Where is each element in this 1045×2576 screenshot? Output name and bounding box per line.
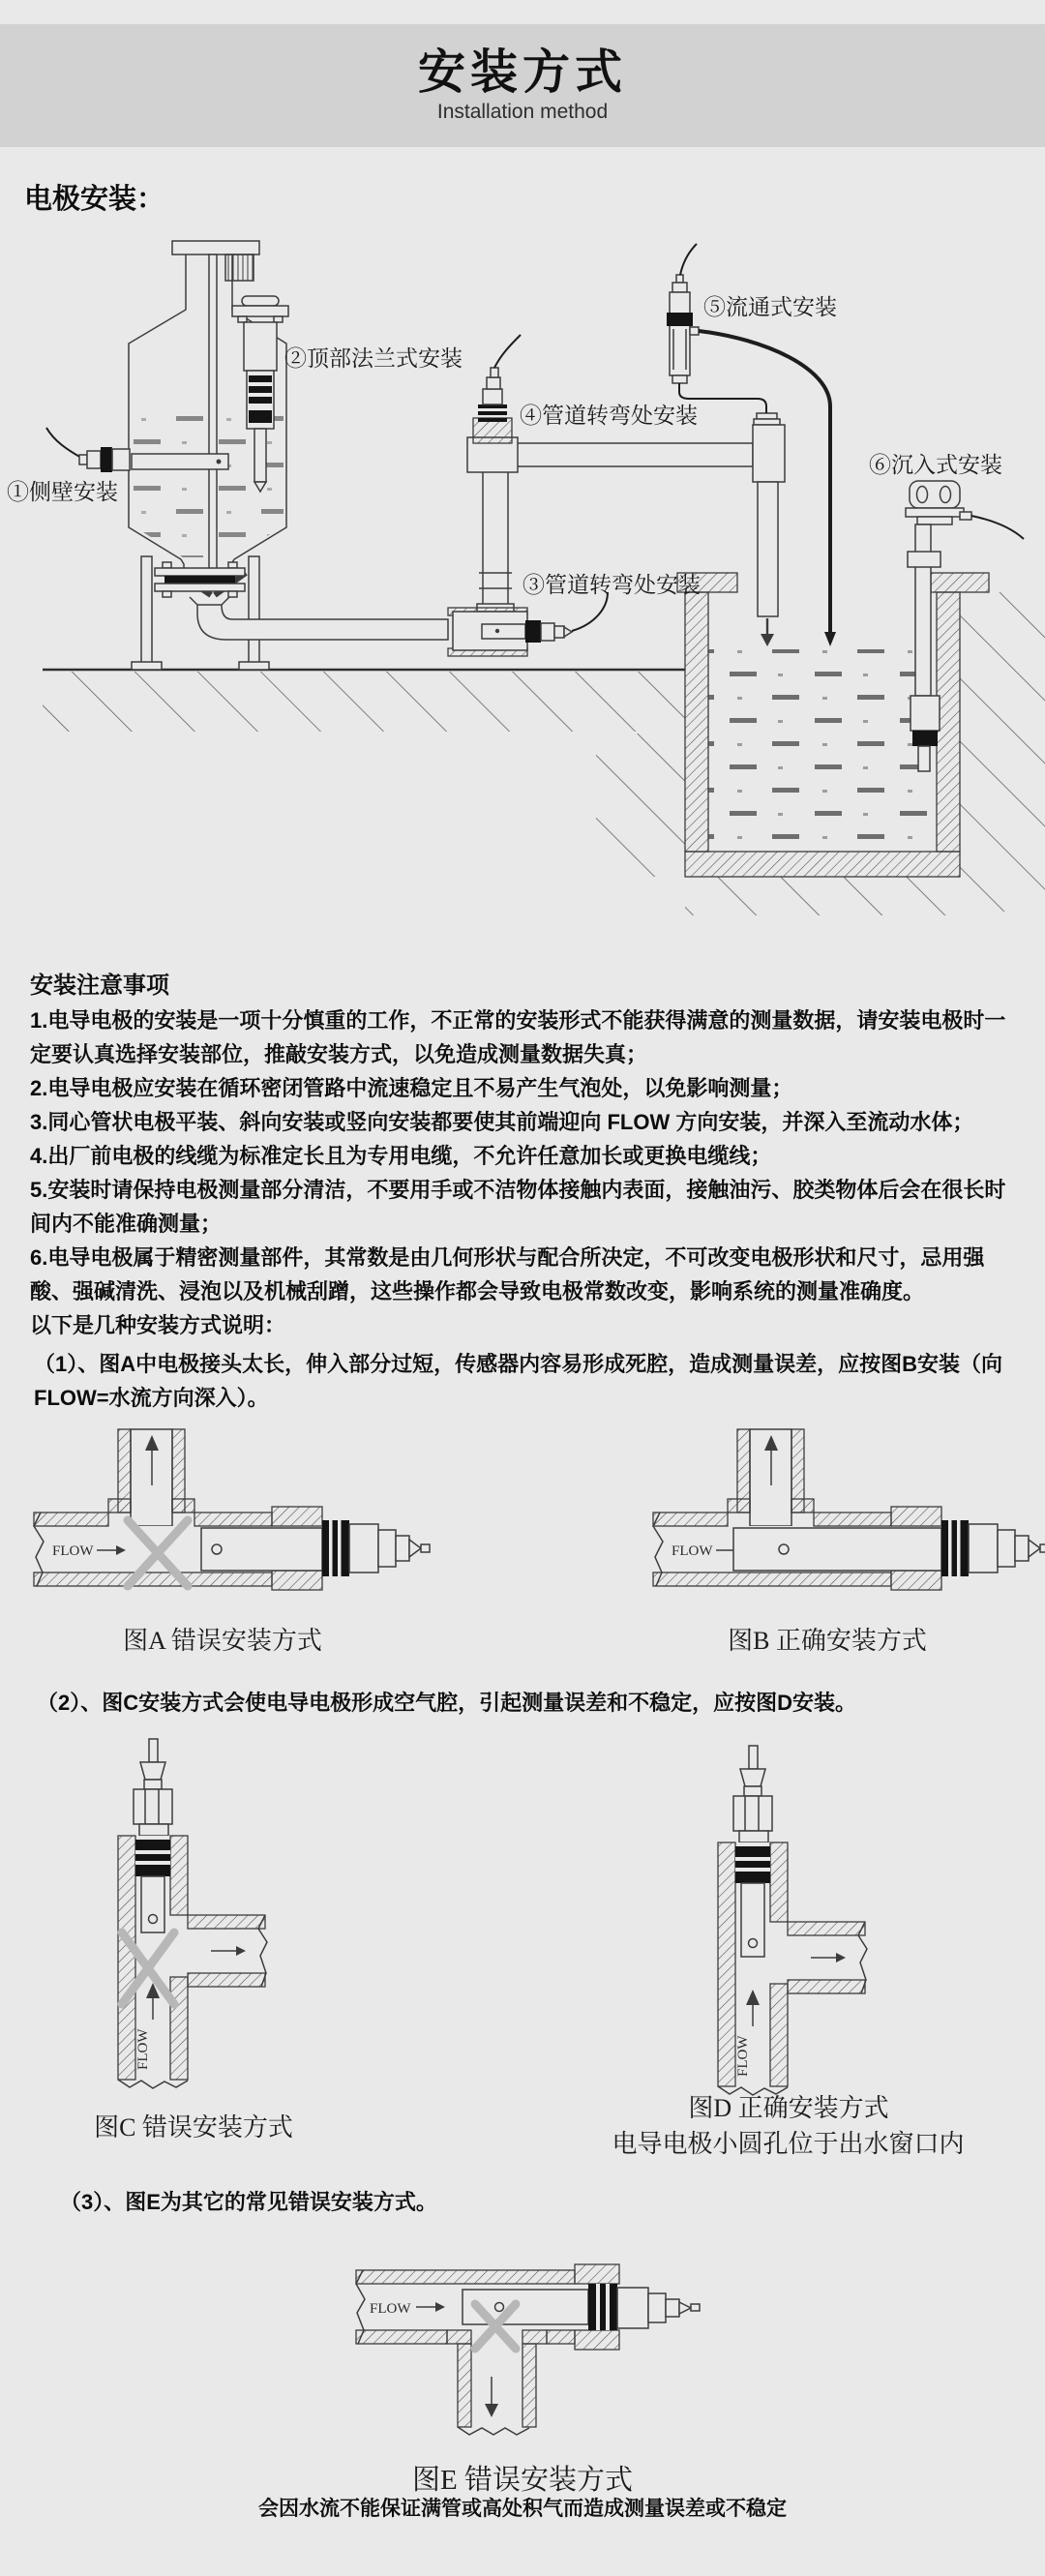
flow-label: FLOW: [672, 1543, 713, 1559]
pool-wall-left: [685, 592, 708, 852]
figure-d-caption: 图D 正确安装方式: [688, 2094, 889, 2122]
outlet-pipe-elbow: [197, 605, 448, 640]
electrode-cable: [572, 592, 608, 631]
figure-a-caption: 图A 错误安装方式: [123, 1627, 322, 1655]
figure-d-caption-2: 电导电极小圆孔位于出水窗口内: [612, 2130, 965, 2158]
electrode-cable: [494, 335, 521, 368]
cell-cable-top: [680, 244, 697, 275]
label-flow-through: ⑤流通式安装: [703, 294, 837, 319]
figure-b-drawing: [639, 1427, 1045, 1616]
discharge-pipe: [758, 482, 778, 616]
note-item: 6.电导电极属于精密测量部件，其常数是由几何形状与配合所决定，不可改变电极形状和尺寸，忌用强酸、强碱清洗、浸泡以及机械刮蹭，这些操作都会导致电极常数改变，影响系统的测量准确度。: [30, 1245, 985, 1303]
vertical-pipe: [483, 468, 508, 612]
top-flange-plate: [232, 306, 288, 316]
paragraph-3: （3）、图E为其它的常见错误安装方式。: [60, 2190, 437, 2214]
note-item: 2.电导电极应安装在循环密闭管路中流速稳定且不易产生气泡处，以免影响测量；: [30, 1076, 793, 1100]
tee-5-body: [753, 425, 785, 482]
electrode-pipe-bend-top: [473, 335, 521, 443]
flow-arrow-down: [761, 634, 774, 646]
immersion-pole: [915, 524, 931, 696]
notes-intro: 以下是几种安装方式说明：: [30, 1313, 286, 1337]
figure-e-drawing: [339, 2255, 755, 2448]
label-top-flange: ②顶部法兰式安装: [284, 345, 463, 371]
flow-label: FLOW: [370, 2301, 411, 2317]
label-side-wall: ①侧壁安装: [7, 479, 118, 504]
electrode-cable: [46, 428, 81, 458]
section-label: 电极安装：: [24, 184, 165, 215]
tank-leg: [141, 556, 152, 664]
pipe-network: [448, 413, 785, 656]
figure-c-drawing: [89, 1735, 273, 2098]
stirrer-shaft: [209, 255, 217, 584]
hex-nut: [134, 1789, 172, 1824]
notes-heading: 安装注意事项: [30, 973, 169, 999]
ground-hatch-band: [43, 672, 685, 732]
label-pipe-bend-3: ③管道转弯处安装: [522, 572, 701, 597]
page-subtitle: Installation method: [436, 101, 609, 123]
electrode-tube: [741, 1883, 764, 1957]
pipe-wall: [34, 1513, 108, 1526]
pipe-wall: [118, 1836, 135, 2080]
pipe-break: [458, 2427, 529, 2435]
note-item: 3.同心管状电极平装、斜向安装或竖向安装都要使其前端迎向 FLOW 方向安装，并深入至流动水体；: [30, 1110, 974, 1134]
pool-floor: [685, 852, 960, 877]
installation-notes: [30, 969, 1011, 1342]
ground-below-pool: [685, 877, 960, 915]
figure-e-caption-2: 会因水流不能保证满管或高处积气而造成测量误差或不稳定: [258, 2498, 787, 2520]
pipe-wall: [356, 2270, 575, 2284]
down-branch-wall: [458, 2344, 471, 2427]
electrode-tube: [733, 1528, 941, 1571]
flow-label: FLOW: [52, 1543, 94, 1559]
electrode-tube: [141, 1876, 164, 1932]
paragraph-2: （2）、图C安装方式会使电导电极形成空气腔，引起测量误差和不稳定，应按图D安装。: [37, 1691, 857, 1715]
flow-label: FLOW: [735, 2035, 751, 2077]
figure-c-caption: 图C 错误安装方式: [94, 2113, 293, 2142]
pool-water: [708, 649, 937, 852]
electrode-head: [733, 1746, 772, 1842]
tank-top-plate: [172, 241, 259, 255]
main-installation-diagram: [0, 223, 1045, 939]
electrode-cable: [971, 516, 1024, 539]
note-item: 1.电导电极的安装是一项十分慎重的工作，不正常的安装形式不能获得满意的测量数据，请安装电极时一定要认真选择安装部位，推敲安装方式，以免造成测量数据失真；: [30, 1008, 1006, 1066]
figure-a-drawing: [19, 1427, 445, 1616]
page-title: 安装方式: [417, 46, 627, 99]
figure-b-caption: 图B 正确安装方式: [728, 1627, 927, 1655]
figure-d-drawing: [689, 1742, 873, 2105]
note-item: 4.出厂前电极的线缆为标准定长且为专用电缆，不允许任意加长或更换电缆线；: [30, 1144, 772, 1168]
figure-e-caption: 图E 错误安装方式: [412, 2465, 633, 2496]
ground-right-of-pool: [960, 592, 1045, 912]
electrode-tube: [201, 1528, 322, 1571]
motor: [225, 255, 254, 281]
label-immersion: ⑥沉入式安装: [869, 452, 1002, 477]
pool-lip-right: [931, 573, 989, 592]
electrode-head: [134, 1739, 172, 1836]
label-pipe-bend-4: ④管道转弯处安装: [520, 403, 698, 428]
outlet-wall: [188, 1915, 265, 1929]
flow-label: FLOW: [135, 2028, 151, 2070]
note-item: 5.安装时请保持电极测量部分清洁，不要用手或不洁物体接触内表面，接触油污、胶类物体后会在很长时间内不能准确测量；: [30, 1178, 1006, 1236]
tee-pipe-section: [718, 1842, 867, 2095]
bottom-flange: [155, 568, 245, 576]
paragraph-1: （1）、图A中电极接头太长，伸入部分过短，传感器内容易形成死腔，造成测量误差，应按图B安装（向 FLOW=水流方向深入）。: [34, 1352, 1003, 1410]
tank-leg: [249, 556, 259, 664]
